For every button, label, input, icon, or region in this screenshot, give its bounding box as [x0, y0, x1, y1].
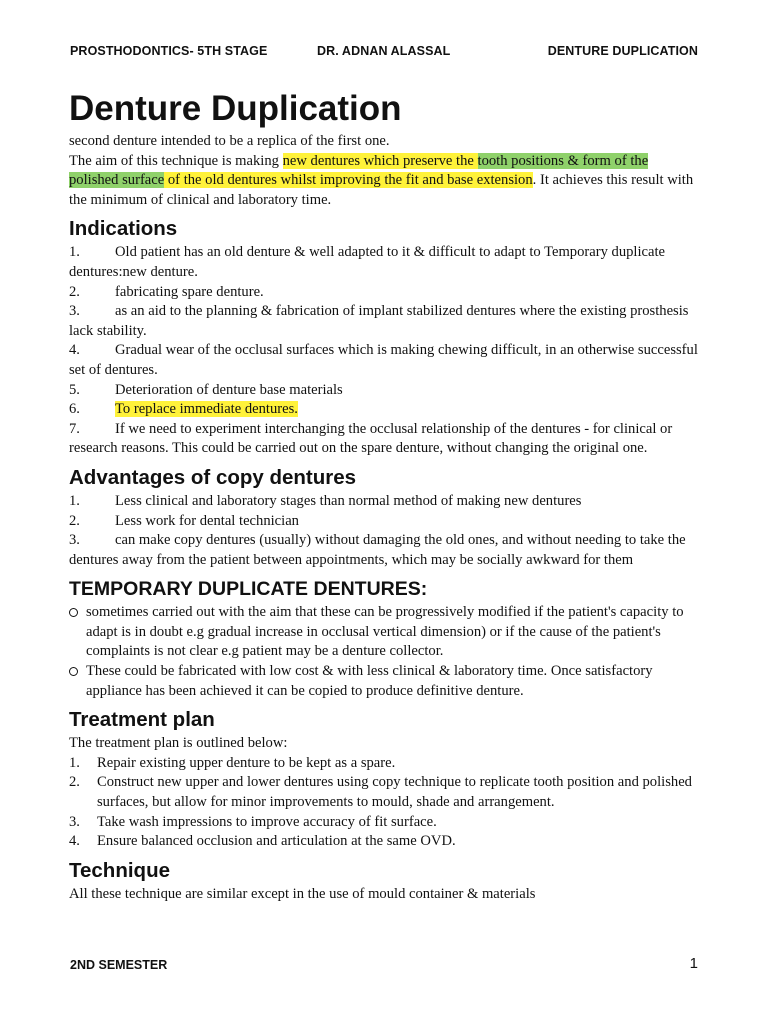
aim-text-end: . It achieves this result with the minimum of clinical and laboratory time. [69, 172, 694, 208]
aim-highlight-2: tooth positions & form of the polished surface [69, 152, 649, 189]
footer-semester: 2ND SEMESTER [70, 958, 168, 972]
hollow-circle-bullet-icon [69, 608, 78, 617]
list-item [69, 492, 701, 512]
temporary-dentures-heading: TEMPORARY DUPLICATE DENTURES: [69, 578, 428, 601]
intro-aim [69, 152, 701, 211]
list-item [69, 243, 701, 282]
list-item [69, 302, 701, 341]
header-course: PROSTHODONTICS- 5TH STAGE [70, 44, 268, 58]
item-text: These could be fabricated with low cost & with less clinical & laboratory time. Once satisfactory appliance has been achieved it can be copied to produce definitive denture. [86, 663, 653, 699]
advantages-list [69, 492, 701, 570]
aim-text: The aim of this technique is making [69, 152, 283, 169]
item-text: Less work for dental technician [115, 512, 299, 529]
hollow-circle-bullet-icon [69, 667, 78, 676]
list-item [69, 832, 701, 852]
item-number: 5. [69, 381, 80, 398]
list-item [69, 754, 701, 774]
header-topic: DENTURE DUPLICATION [547, 44, 698, 58]
item-number: 1. [69, 754, 80, 771]
item-number: 2. [69, 512, 80, 529]
item-number: 4. [69, 833, 80, 850]
item-text: Repair existing upper denture to be kept as a spare. [97, 754, 396, 771]
advantages-heading: Advantages of copy dentures [69, 465, 357, 489]
item-text: as an aid to the planning & fabrication of implant stabilized dentures where the existing prosthesis lack stability. [69, 303, 689, 339]
page-number: 1 [689, 955, 698, 972]
item-text: Ensure balanced occlusion and articulation at the same OVD. [97, 833, 456, 850]
item-number: 2. [69, 774, 80, 791]
technique-heading: Technique [69, 858, 170, 882]
header-author: DR. ADNAN ALASSAL [317, 44, 451, 58]
item-number: 1. [69, 244, 80, 261]
item-text: Less clinical and laboratory stages than normal method of making new dentures [115, 492, 582, 509]
item-number: 3. [69, 303, 80, 320]
item-number: 6. [69, 401, 80, 418]
list-item [69, 603, 701, 662]
technique-text: All these technique are similar except in the use of mould container & materials [69, 885, 536, 902]
item-text: Take wash impressions to improve accuracy of fit surface. [97, 813, 437, 830]
list-item [69, 341, 701, 380]
item-text: Deterioration of denture base materials [115, 381, 343, 398]
list-item [69, 531, 701, 570]
list-item [69, 773, 701, 812]
item-text: fabricating spare denture. [115, 283, 264, 300]
treatment-plan-list [69, 754, 701, 852]
item-number: 7. [69, 420, 80, 437]
item-number: 4. [69, 342, 80, 359]
item-text-highlighted: To replace immediate dentures. [115, 401, 298, 418]
treatment-plan-heading: Treatment plan [69, 708, 215, 732]
indications-heading: Indications [69, 217, 178, 241]
list-item [69, 813, 701, 833]
temporary-dentures-list [69, 603, 701, 701]
item-number: 3. [69, 532, 80, 549]
list-item [69, 381, 701, 401]
treatment-plan-intro: The treatment plan is outlined below: [69, 735, 288, 752]
document-content [69, 86, 701, 904]
list-item [69, 400, 701, 420]
list-item [69, 512, 701, 532]
item-text: If we need to experiment interchanging the occlusal relationship of the dentures - for clinical or research reasons. This could be carried out on the spare denture, without changing the original one. [69, 420, 673, 457]
list-item [69, 420, 701, 459]
aim-highlight-1: new dentures which preserve the [282, 152, 478, 169]
item-text: Old patient has an old denture & well adapted to it & difficult to adapt to Temporary duplicate dentures:new denture. [69, 244, 666, 280]
list-item [69, 662, 701, 701]
aim-highlight-3: of the old dentures whilst improving the fit and base extension [164, 172, 533, 189]
list-item [69, 283, 701, 303]
item-text: Gradual wear of the occlusal surfaces which is making chewing difficult, in an otherwise successful set of dentures. [69, 342, 698, 378]
item-number: 1. [69, 492, 80, 509]
item-text: Construct new upper and lower dentures using copy technique to replicate tooth position and polished surfaces, but allow for minor improvements to mould, shade and arrangement. [97, 774, 692, 811]
intro-definition: second denture intended to be a replica of the first one. [69, 133, 390, 149]
item-number: 3. [69, 813, 80, 830]
indications-list [69, 243, 701, 459]
item-text: sometimes carried out with the aim that these can be progressively modified if the patient's capacity to adapt is in doubt e.g gradual increase in occlusal vertical dimension) or if the cause of the patient's complaints is not clear e.g patient may be a denture collector. [86, 604, 684, 660]
item-text: can make copy dentures (usually) without damaging the old ones, and without needing to take the dentures away from the patient between appointments, which may be socially awkward for them [69, 532, 686, 568]
page-title: Denture Duplication [69, 89, 402, 128]
item-number: 2. [69, 283, 80, 300]
